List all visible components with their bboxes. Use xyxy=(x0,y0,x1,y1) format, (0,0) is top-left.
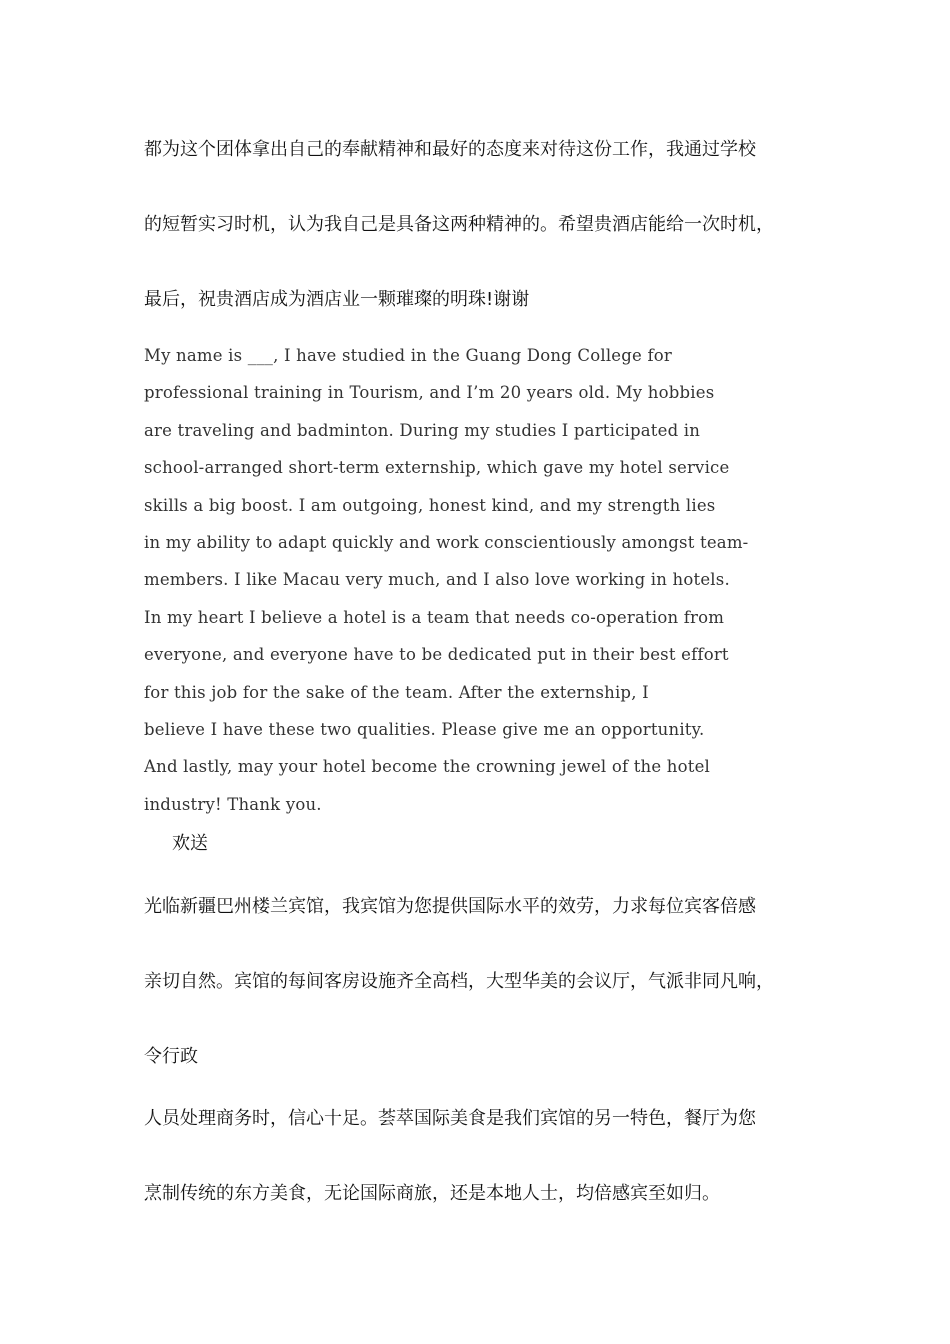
paragraph-line: 烹制传统的东方美食，无论国际商旅，还是本地人士，均倍感宾至如归。 xyxy=(144,1183,720,1204)
english-line: everyone, and everyone have to be dedicated put in their best effort xyxy=(144,645,729,665)
english-line: believe I have these two qualities. Please give me an opportunity. xyxy=(144,719,705,739)
paragraph-line: 亲切自然。宾馆的每间客房设施齐全高档，大型华美的会议厅，气派非同凡响， xyxy=(144,971,774,992)
english-line: for this job for the sake of the team. After the externship, I xyxy=(144,682,649,702)
english-line: members. I like Macau very much, and I also love working in hotels. xyxy=(144,570,730,590)
english-line: in my ability to adapt quickly and work conscientiously amongst team- xyxy=(144,532,749,552)
english-line: And lastly, may your hotel become the crowning jewel of the hotel xyxy=(144,757,711,777)
paragraph-line: 都为这个团体拿出自己的奉献精神和最好的态度来对待这份工作，我通过学校 xyxy=(144,139,756,160)
english-line: are traveling and badminton. During my studies I participated in xyxy=(144,420,701,440)
english-line: industry! Thank you. xyxy=(144,794,322,814)
paragraph-line: 光临新疆巴州楼兰宾馆，我宾馆为您提供国际水平的效劳，力求每位宾客倍感 xyxy=(144,896,756,917)
english-line: My name is ___, I have studied in the Guang Dong College for xyxy=(144,346,672,365)
english-line: In my heart I believe a hotel is a team that needs co-operation from xyxy=(144,607,725,627)
english-line: professional training in Tourism, and I’m 20 years old. My hobbies xyxy=(144,383,715,403)
english-line: school-arranged short-term externship, which gave my hotel service xyxy=(144,458,730,478)
paragraph-line: 最后，祝贵酒店成为酒店业一颗璀璨的明珠!谢谢 xyxy=(144,289,530,310)
paragraph-line: 的短暂实习时机，认为我自己是具备这两种精神的。希望贵酒店能给一次时机， xyxy=(144,214,774,235)
english-line: skills a big boost. I am outgoing, honest kind, and my strength lies xyxy=(144,495,716,515)
paragraph-line: 令行政 xyxy=(144,1046,198,1067)
paragraph-line: 人员处理商务时，信心十足。荟萃国际美食是我们宾馆的另一特色，餐厅为您 xyxy=(144,1108,756,1129)
section-heading: 欢送 xyxy=(172,833,208,854)
english-paragraph xyxy=(144,337,824,823)
